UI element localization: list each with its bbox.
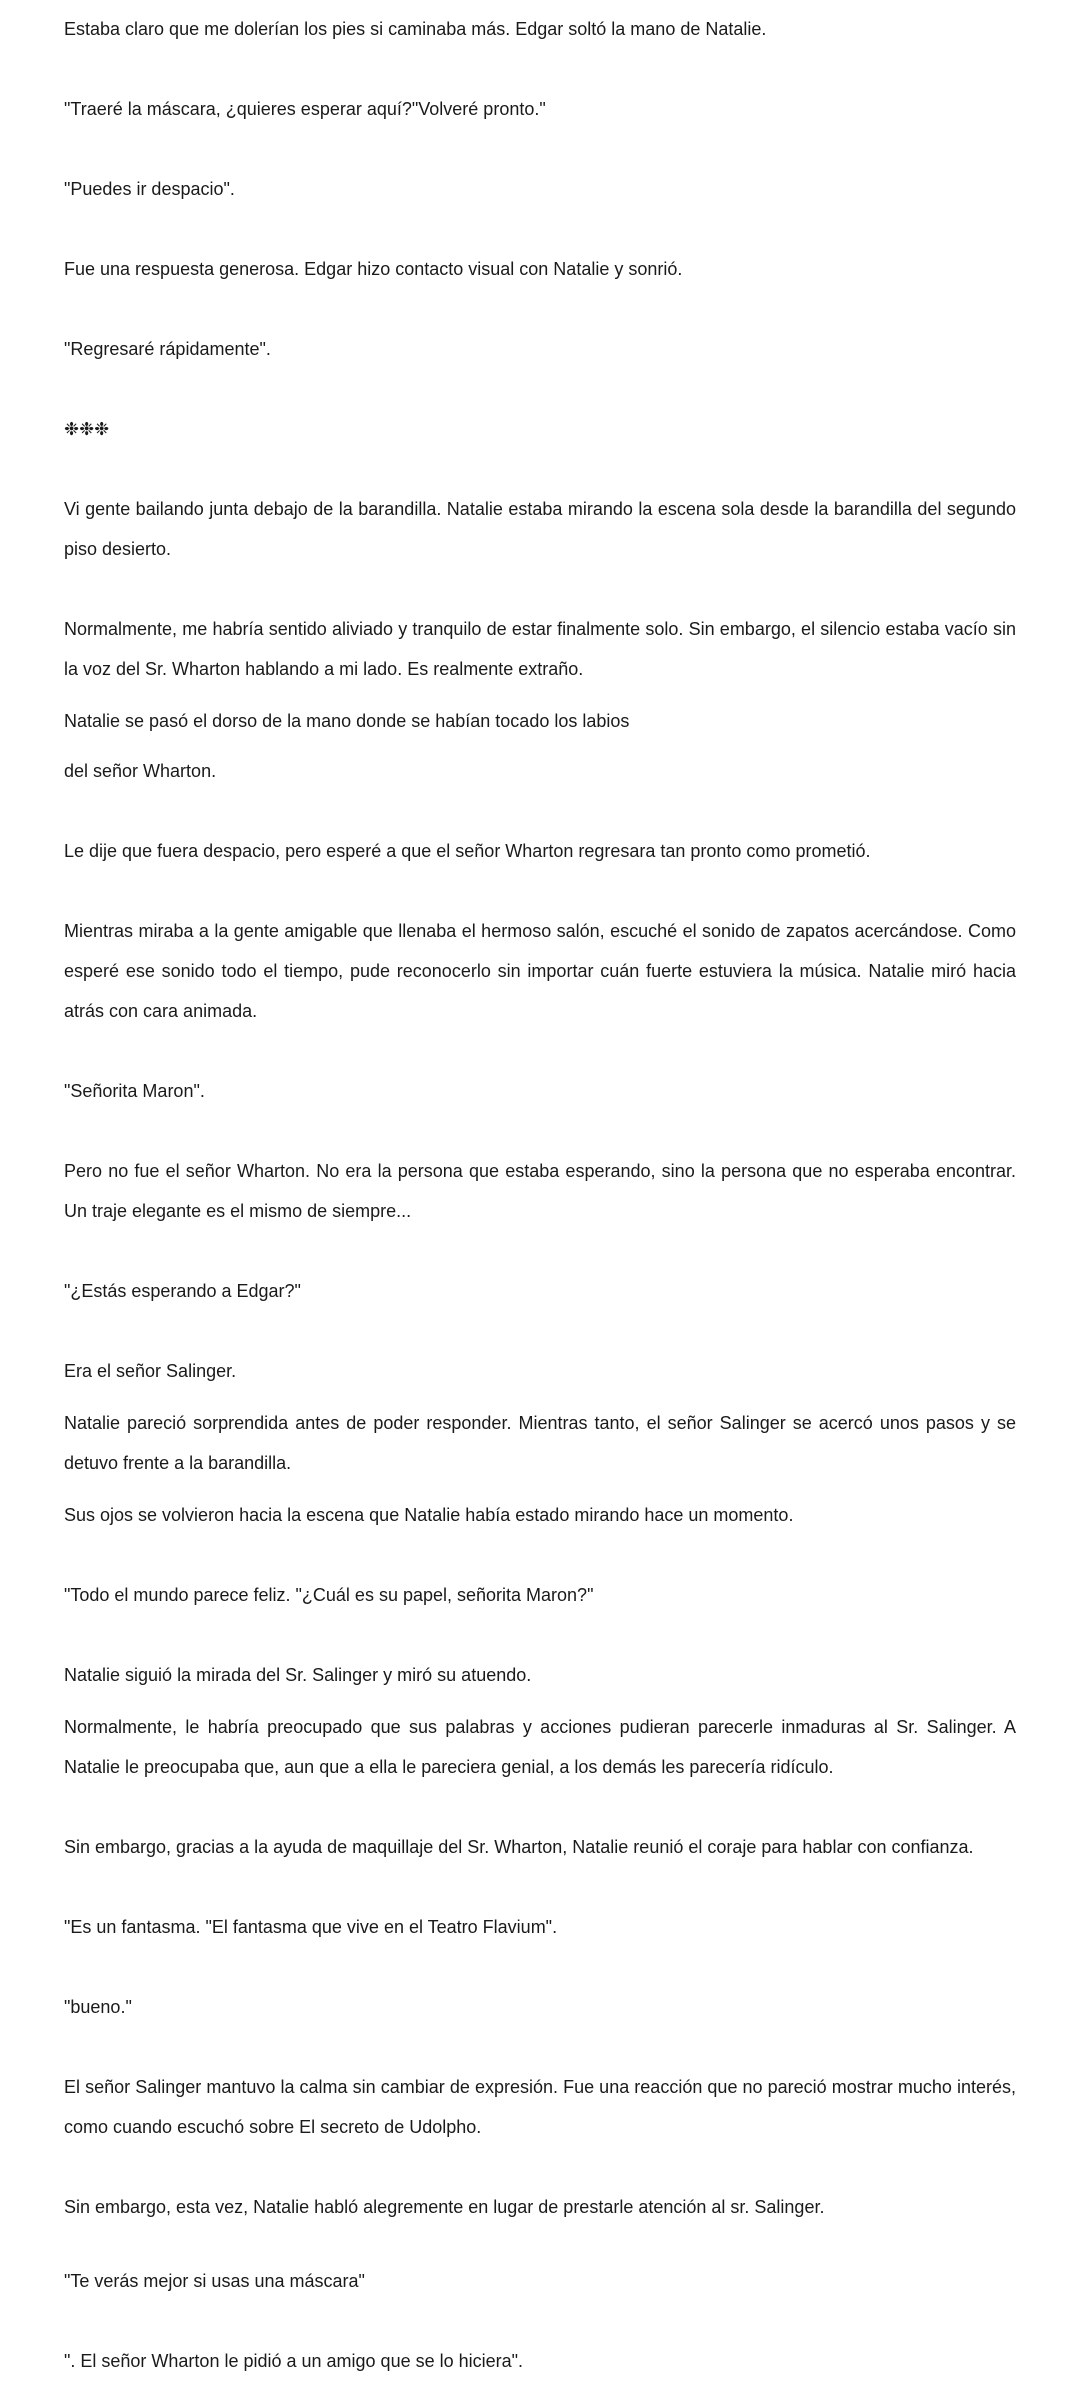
- paragraph-19: "Todo el mundo parece feliz. "¿Cuál es su papel, señorita Maron?": [64, 1585, 594, 1605]
- paragraph-21: Normalmente, le habría preocupado que sus palabras y acciones pudieran parecerle inmaduras al Sr. Salinger. A Natalie le preocupaba que, aun que a ella le pareciera genial, a los demás les parecería ridículo.: [64, 1717, 1016, 1777]
- paragraph-13: "Señorita Maron".: [64, 1081, 205, 1101]
- paragraph-7: Vi gente bailando junta debajo de la barandilla. Natalie estaba mirando la escena sola desde la barandilla del segundo piso desierto.: [64, 499, 1016, 559]
- paragraph-5: "Regresaré rápidamente".: [64, 339, 271, 359]
- paragraph-1: Estaba claro que me dolerían los pies si caminaba más. Edgar soltó la mano de Natalie.: [64, 19, 767, 39]
- paragraph-4: Fue una respuesta generosa. Edgar hizo contacto visual con Natalie y sonrió.: [64, 259, 683, 279]
- paragraph-23: "Es un fantasma. "El fantasma que vive en el Teatro Flavium".: [64, 1917, 558, 1937]
- paragraph-27: "Te verás mejor si usas una máscara": [64, 2271, 365, 2291]
- paragraph-24: "bueno.": [64, 1997, 132, 2017]
- paragraph-26: Sin embargo, esta vez, Natalie habló alegremente en lugar de prestarle atención al sr. Salinger.: [64, 2197, 825, 2217]
- paragraph-17: Natalie pareció sorprendida antes de poder responder. Mientras tanto, el señor Salinger se acercó unos pasos y se detuvo frente a la barandilla.: [64, 1413, 1016, 1473]
- paragraph-12: Mientras miraba a la gente amigable que llenaba el hermoso salón, escuché el sonido de zapatos acercándose. Como esperé ese sonido todo el tiempo, pude reconocerlo sin importar cuán fuerte estuviera la música. Natalie miró hacia atrás con cara animada.: [64, 921, 1016, 1021]
- paragraph-16: Era el señor Salinger.: [64, 1361, 237, 1381]
- paragraph-25: El señor Salinger mantuvo la calma sin cambiar de expresión. Fue una reacción que no pareció mostrar mucho interés, como cuando escuchó sobre El secreto de Udolpho.: [64, 2077, 1016, 2137]
- paragraph-15: "¿Estás esperando a Edgar?": [64, 1281, 301, 1301]
- paragraph-22: Sin embargo, gracias a la ayuda de maquillaje del Sr. Wharton, Natalie reunió el coraje para hablar con confianza.: [64, 1837, 974, 1857]
- paragraph-11: Le dije que fuera despacio, pero esperé a que el señor Wharton regresara tan pronto como prometió.: [64, 841, 871, 861]
- scene-break: ❉❉❉: [64, 419, 110, 439]
- paragraph-8: Normalmente, me habría sentido aliviado y tranquilo de estar finalmente solo. Sin embargo, el silencio estaba vacío sin la voz del Sr. Wharton hablando a mi lado. Es realmente extraño.: [64, 619, 1016, 679]
- paragraph-18: Sus ojos se volvieron hacia la escena que Natalie había estado mirando hace un momento.: [64, 1505, 794, 1525]
- paragraph-3: "Puedes ir despacio".: [64, 179, 235, 199]
- paragraph-14: Pero no fue el señor Wharton. No era la persona que estaba esperando, sino la persona que no esperaba encontrar. Un traje elegante es el mismo de siempre...: [64, 1161, 1016, 1221]
- paragraph-2: "Traeré la máscara, ¿quieres esperar aquí?"Volveré pronto.": [64, 99, 546, 119]
- paragraph-9: Natalie se pasó el dorso de la mano donde se habían tocado los labios: [64, 711, 630, 731]
- paragraph-20: Natalie siguió la mirada del Sr. Salinger y miró su atuendo.: [64, 1665, 532, 1685]
- paragraph-28: ". El señor Wharton le pidió a un amigo que se lo hiciera".: [64, 2351, 524, 2371]
- paragraph-10: del señor Wharton.: [64, 761, 217, 781]
